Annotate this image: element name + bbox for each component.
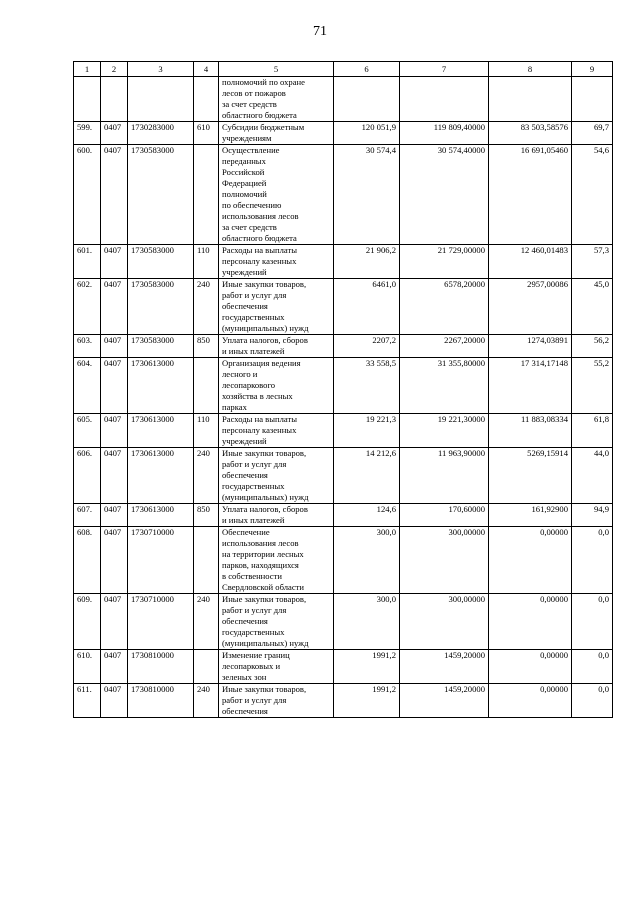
- percent-cell: 0,0: [572, 594, 613, 650]
- plan-amount-cell: 2267,20000: [400, 335, 489, 358]
- approved-amount-cell: 124,6: [334, 504, 400, 527]
- column-header: 1: [74, 62, 101, 77]
- expense-name-cell: Организация ведения лесного и лесопаркового хозяйства в лесных парках: [219, 358, 334, 414]
- table-header-row: [74, 62, 613, 77]
- executed-amount-cell: 161,92900: [489, 504, 572, 527]
- row-number-cell: 606.: [74, 448, 101, 504]
- row-number-cell: 611.: [74, 684, 101, 718]
- row-number-cell: 607.: [74, 504, 101, 527]
- target-code-cell: 1730613000: [128, 504, 194, 527]
- target-code-cell: 1730810000: [128, 650, 194, 684]
- percent-cell: 56,2: [572, 335, 613, 358]
- percent-cell: [572, 77, 613, 122]
- expense-name-cell: Расходы на выплаты персоналу казенных учреждений: [219, 414, 334, 448]
- percent-cell: 0,0: [572, 527, 613, 594]
- expense-name-cell: Осуществление переданных Российской Федерацией полномочий по обеспечению использования лесов за счет средств областного бюджета: [219, 145, 334, 245]
- percent-cell: 55,2: [572, 358, 613, 414]
- executed-amount-cell: 11 883,08334: [489, 414, 572, 448]
- target-code-cell: 1730710000: [128, 527, 194, 594]
- percent-cell: 0,0: [572, 684, 613, 718]
- plan-amount-cell: 300,00000: [400, 594, 489, 650]
- table-row: [74, 650, 613, 684]
- section-code-cell: 0407: [101, 504, 128, 527]
- row-number-cell: 603.: [74, 335, 101, 358]
- table-row: [74, 594, 613, 650]
- table-row-continuation: [74, 77, 613, 122]
- percent-cell: 69,7: [572, 122, 613, 145]
- section-code-cell: 0407: [101, 448, 128, 504]
- executed-amount-cell: 0,00000: [489, 527, 572, 594]
- target-code-cell: 1730710000: [128, 594, 194, 650]
- row-number-cell: 600.: [74, 145, 101, 245]
- percent-cell: 57,3: [572, 245, 613, 279]
- plan-amount-cell: 119 809,40000: [400, 122, 489, 145]
- row-number-cell: 608.: [74, 527, 101, 594]
- executed-amount-cell: 16 691,05460: [489, 145, 572, 245]
- expense-type-cell: [194, 77, 219, 122]
- section-code-cell: 0407: [101, 335, 128, 358]
- expense-type-cell: 240: [194, 448, 219, 504]
- row-number-cell: 609.: [74, 594, 101, 650]
- target-code-cell: 1730583000: [128, 245, 194, 279]
- section-code-cell: 0407: [101, 684, 128, 718]
- target-code-cell: 1730810000: [128, 684, 194, 718]
- target-code-cell: 1730583000: [128, 279, 194, 335]
- target-code-cell: 1730583000: [128, 335, 194, 358]
- expense-type-cell: 110: [194, 414, 219, 448]
- column-header: 5: [219, 62, 334, 77]
- budget-table: [73, 61, 613, 718]
- column-header: 2: [101, 62, 128, 77]
- section-code-cell: 0407: [101, 145, 128, 245]
- expense-name-cell: Иные закупки товаров, работ и услуг для обеспечения государственных (муниципальных) нужд: [219, 594, 334, 650]
- executed-amount-cell: 2957,00086: [489, 279, 572, 335]
- approved-amount-cell: 300,0: [334, 594, 400, 650]
- executed-amount-cell: 0,00000: [489, 684, 572, 718]
- executed-amount-cell: 83 503,58576: [489, 122, 572, 145]
- column-header: 8: [489, 62, 572, 77]
- expense-name-text: полномочий по охране лесов от пожаров за счет средств областного бюджета: [222, 77, 305, 120]
- expense-name-cell: Изменение границ лесопарковых и зеленых зон: [219, 650, 334, 684]
- target-code-cell: [128, 77, 194, 122]
- expense-type-cell: [194, 358, 219, 414]
- row-number-cell: 602.: [74, 279, 101, 335]
- row-number-cell: 605.: [74, 414, 101, 448]
- table-row: [74, 448, 613, 504]
- percent-cell: 44,0: [572, 448, 613, 504]
- plan-amount-cell: 21 729,00000: [400, 245, 489, 279]
- executed-amount-cell: 0,00000: [489, 650, 572, 684]
- percent-cell: 45,0: [572, 279, 613, 335]
- table-row: [74, 358, 613, 414]
- executed-amount-cell: 0,00000: [489, 594, 572, 650]
- row-number-cell: [74, 77, 101, 122]
- target-code-cell: 1730613000: [128, 448, 194, 504]
- expense-name-cell: Иные закупки товаров, работ и услуг для обеспечения государственных (муниципальных) нужд: [219, 448, 334, 504]
- table-row: [74, 527, 613, 594]
- approved-amount-cell: 120 051,9: [334, 122, 400, 145]
- table-row: [74, 245, 613, 279]
- target-code-cell: 1730283000: [128, 122, 194, 145]
- executed-amount-cell: 5269,15914: [489, 448, 572, 504]
- column-header: 3: [128, 62, 194, 77]
- plan-amount-cell: 19 221,30000: [400, 414, 489, 448]
- executed-amount-cell: [489, 77, 572, 122]
- section-code-cell: 0407: [101, 414, 128, 448]
- expense-name-cell: Обеспечение использования лесов на территории лесных парков, находящихся в собственности Свердловской области: [219, 527, 334, 594]
- row-number-cell: 601.: [74, 245, 101, 279]
- approved-amount-cell: 6461,0: [334, 279, 400, 335]
- plan-amount-cell: 31 355,80000: [400, 358, 489, 414]
- target-code-cell: 1730583000: [128, 145, 194, 245]
- approved-amount-cell: 21 906,2: [334, 245, 400, 279]
- expense-name-cell: Уплата налогов, сборов и иных платежей: [219, 335, 334, 358]
- expense-type-cell: [194, 145, 219, 245]
- section-code-cell: 0407: [101, 279, 128, 335]
- row-number-cell: 599.: [74, 122, 101, 145]
- executed-amount-cell: 12 460,01483: [489, 245, 572, 279]
- expense-type-cell: 610: [194, 122, 219, 145]
- table-row: [74, 335, 613, 358]
- section-code-cell: [101, 77, 128, 122]
- expense-type-cell: 240: [194, 684, 219, 718]
- expense-type-cell: [194, 650, 219, 684]
- approved-amount-cell: 19 221,3: [334, 414, 400, 448]
- expense-name-cell: Иные закупки товаров, работ и услуг для обеспечения государственных (муниципальных) нужд: [219, 279, 334, 335]
- plan-amount-cell: 300,00000: [400, 527, 489, 594]
- section-code-cell: 0407: [101, 594, 128, 650]
- table-row: [74, 122, 613, 145]
- plan-amount-cell: 6578,20000: [400, 279, 489, 335]
- approved-amount-cell: [334, 77, 400, 122]
- row-number-cell: 610.: [74, 650, 101, 684]
- table-row: [74, 414, 613, 448]
- table-row: [74, 504, 613, 527]
- expense-name-cell: Расходы на выплаты персоналу казенных учреждений: [219, 245, 334, 279]
- expense-type-cell: 240: [194, 594, 219, 650]
- expense-type-cell: 110: [194, 245, 219, 279]
- plan-amount-cell: 1459,20000: [400, 650, 489, 684]
- table-row: [74, 279, 613, 335]
- column-header: 6: [334, 62, 400, 77]
- expense-name-cell: Иные закупки товаров, работ и услуг для обеспечения: [219, 684, 334, 718]
- approved-amount-cell: 2207,2: [334, 335, 400, 358]
- plan-amount-cell: 30 574,40000: [400, 145, 489, 245]
- expense-type-cell: 850: [194, 504, 219, 527]
- expense-name-cell: Уплата налогов, сборов и иных платежей: [219, 504, 334, 527]
- percent-cell: 61,8: [572, 414, 613, 448]
- executed-amount-cell: 1274,03891: [489, 335, 572, 358]
- approved-amount-cell: 1991,2: [334, 684, 400, 718]
- table-row: [74, 684, 613, 718]
- section-code-cell: 0407: [101, 358, 128, 414]
- approved-amount-cell: 300,0: [334, 527, 400, 594]
- plan-amount-cell: 1459,20000: [400, 684, 489, 718]
- plan-amount-cell: 170,60000: [400, 504, 489, 527]
- percent-cell: 54,6: [572, 145, 613, 245]
- column-header: 9: [572, 62, 613, 77]
- plan-amount-cell: 11 963,90000: [400, 448, 489, 504]
- expense-name-cell: [219, 77, 334, 122]
- section-code-cell: 0407: [101, 650, 128, 684]
- column-header: 4: [194, 62, 219, 77]
- target-code-cell: 1730613000: [128, 414, 194, 448]
- expense-type-cell: 240: [194, 279, 219, 335]
- percent-cell: 94,9: [572, 504, 613, 527]
- section-code-cell: 0407: [101, 527, 128, 594]
- target-code-cell: 1730613000: [128, 358, 194, 414]
- section-code-cell: 0407: [101, 122, 128, 145]
- approved-amount-cell: 1991,2: [334, 650, 400, 684]
- page-number: 71: [313, 24, 327, 39]
- column-header: 7: [400, 62, 489, 77]
- expense-type-cell: 850: [194, 335, 219, 358]
- expense-name-cell: Субсидии бюджетным учреждениям: [219, 122, 334, 145]
- executed-amount-cell: 17 314,17148: [489, 358, 572, 414]
- section-code-cell: 0407: [101, 245, 128, 279]
- row-number-cell: 604.: [74, 358, 101, 414]
- plan-amount-cell: [400, 77, 489, 122]
- approved-amount-cell: 33 558,5: [334, 358, 400, 414]
- approved-amount-cell: 14 212,6: [334, 448, 400, 504]
- percent-cell: 0,0: [572, 650, 613, 684]
- expense-type-cell: [194, 527, 219, 594]
- table-row: [74, 145, 613, 245]
- approved-amount-cell: 30 574,4: [334, 145, 400, 245]
